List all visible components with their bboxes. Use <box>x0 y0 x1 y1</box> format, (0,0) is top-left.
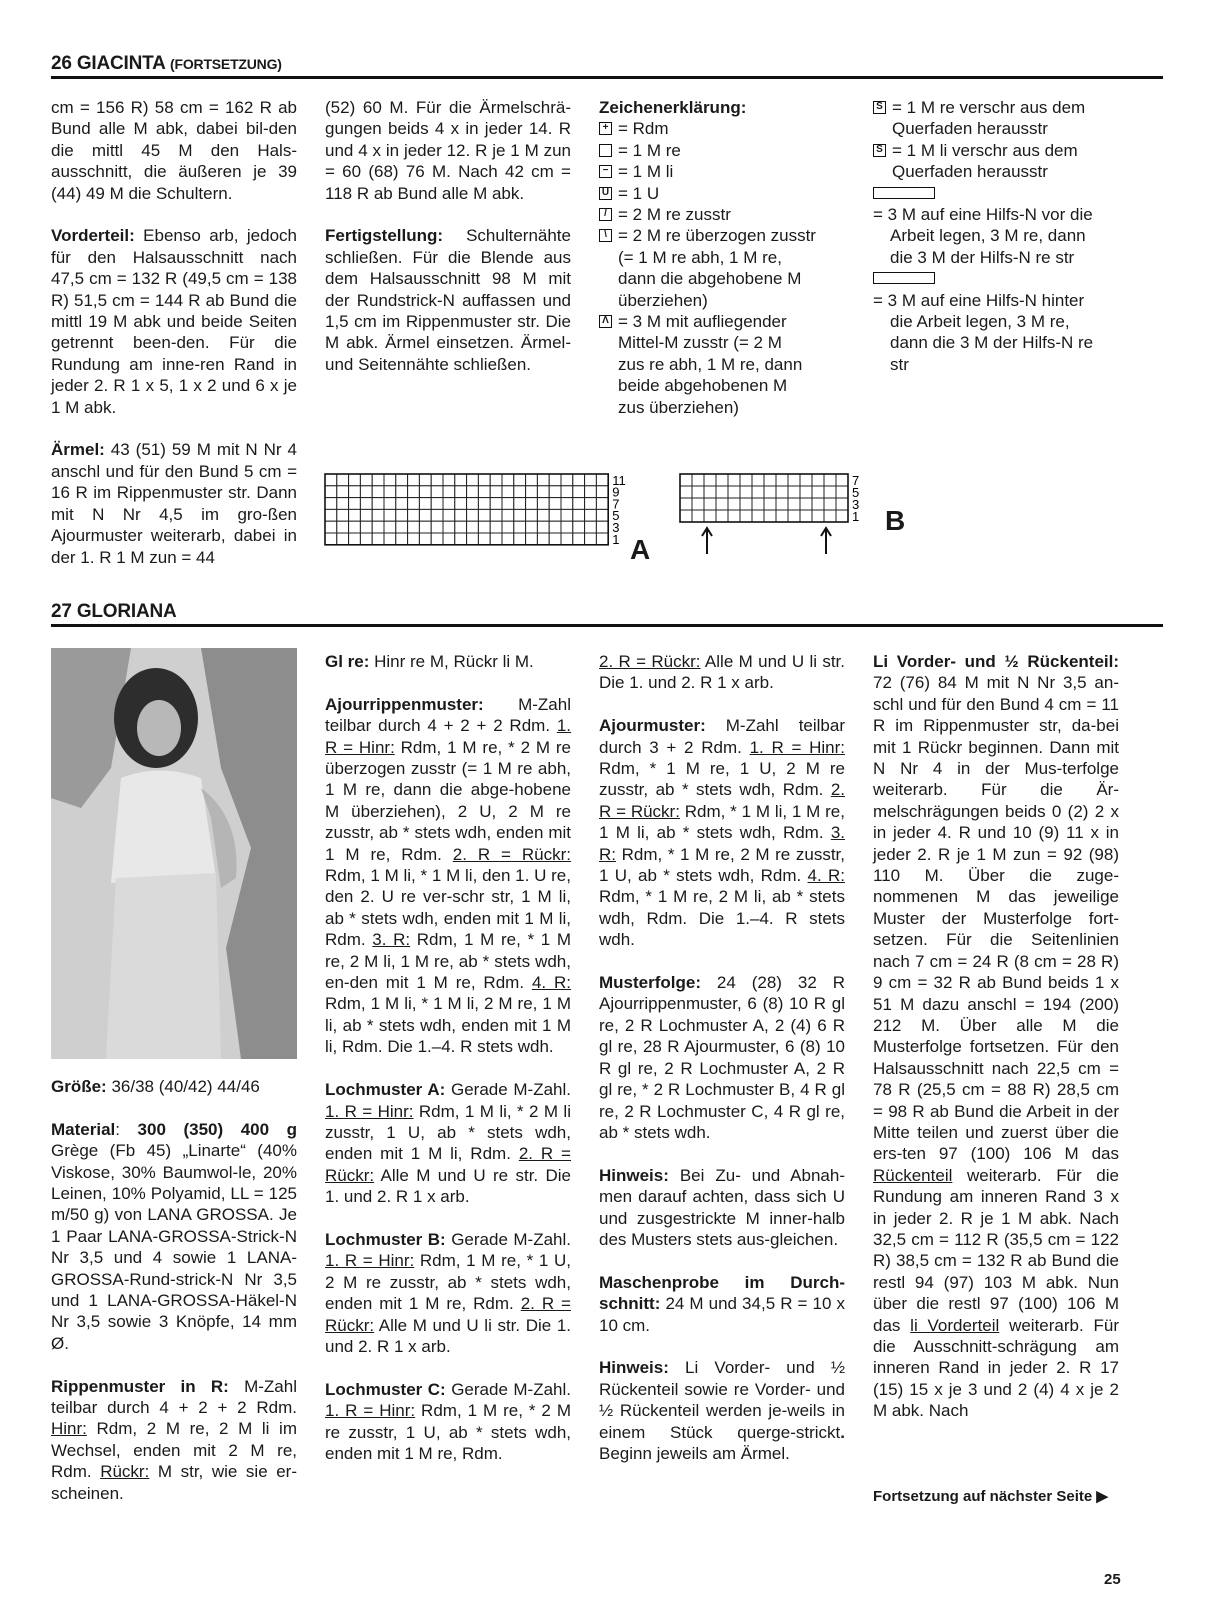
chart-symbol-icon: Λ <box>599 315 612 328</box>
legend-item: − = 1 M li <box>599 161 849 182</box>
chart-cell <box>443 498 455 510</box>
chart-cell <box>384 498 396 510</box>
legend-column-2 <box>873 97 1123 375</box>
legend-item: / = 2 M re zusstr <box>599 204 849 225</box>
chart-cell <box>408 509 420 521</box>
chart-cell <box>692 474 704 486</box>
legend-item: = 1 M re <box>599 140 849 161</box>
chart-cell <box>360 474 372 486</box>
chart-cell <box>596 521 608 533</box>
chart-cell <box>325 533 337 545</box>
section-title-27 <box>51 601 177 623</box>
chart-cell <box>680 498 692 510</box>
chart-cell <box>431 509 443 521</box>
chart-row-label: 9 <box>612 484 620 500</box>
text-column-4 <box>873 651 1119 1443</box>
chart-cell <box>692 498 704 510</box>
chart-cell <box>740 486 752 498</box>
page-number: 25 <box>1104 1571 1121 1588</box>
chart-symbol-icon: + <box>599 122 612 135</box>
chart-cell <box>836 498 848 510</box>
chart-cell <box>455 533 467 545</box>
chart-cell <box>467 533 479 545</box>
chart-cell <box>824 498 836 510</box>
paragraph: Gl re: Hinr re M, Rückr li M. <box>325 652 534 671</box>
chart-cell <box>443 509 455 521</box>
chart-cell <box>549 474 561 486</box>
section-subtitle: (FORTSETZUNG) <box>170 56 282 72</box>
chart-cell <box>836 486 848 498</box>
section-rule <box>51 624 1163 627</box>
chart-cell <box>824 510 836 522</box>
chart-cell <box>526 498 538 510</box>
chart-cell <box>325 474 337 486</box>
chart-cell <box>692 486 704 498</box>
chart-cell <box>502 509 514 521</box>
chart-cell <box>752 498 764 510</box>
chart-cell <box>788 474 800 486</box>
chart-cell <box>764 486 776 498</box>
chart-cell <box>490 521 502 533</box>
chart-cell <box>573 509 585 521</box>
paragraph: Hinweis: Bei Zu- und Abnah-men darauf achten, dass sich U und zusgestrickte M inner-halb des Musters stets aus-gleichen. <box>599 1165 845 1249</box>
chart-cell <box>455 474 467 486</box>
chart-cell <box>490 486 502 498</box>
chart-cell <box>585 509 597 521</box>
chart-symbol-icon <box>599 144 612 157</box>
chart-cell <box>455 498 467 510</box>
paragraph: Fertigstellung: Schulternähte schließen. Für die Blende aus dem Halsausschnitt 98 M mit der Rundstrick-N auffassen und 1,5 cm im Rippenmuster str. Die M abk. Ärmel einsetzen. Ärmel- und Seitennähte schließen. <box>325 226 571 374</box>
chart-cell <box>467 498 479 510</box>
chart-cell <box>514 474 526 486</box>
chart-cell <box>396 533 408 545</box>
text-column-1 <box>51 97 297 589</box>
legend-item: S = 1 M re verschr aus dem Querfaden herausstr <box>873 97 1123 140</box>
chart-symbol-icon: S <box>873 144 886 157</box>
chart-cell <box>561 486 573 498</box>
section-rule <box>51 76 1163 79</box>
legend-item: = 3 M auf eine Hilfs-N hinter die Arbeit legen, 3 M re, dann die 3 M der Hilfs-N re str <box>873 268 1123 375</box>
chart-cell <box>537 521 549 533</box>
chart-row-label: 7 <box>852 473 860 488</box>
chart-cell <box>800 510 812 522</box>
paragraph: 2. R = Rückr: Alle M und U li str. Die 1. und 2. R 1 x arb. <box>599 652 846 693</box>
chart-cell <box>585 486 597 498</box>
chart-cell <box>455 486 467 498</box>
chart-cell <box>431 521 443 533</box>
chart-cell <box>549 521 561 533</box>
chart-cell <box>337 509 349 521</box>
chart-cell <box>764 510 776 522</box>
repeat-arrow-icon <box>702 528 712 554</box>
chart-row-label: 11 <box>612 472 626 488</box>
chart-cell <box>596 474 608 486</box>
chart-cell <box>824 474 836 486</box>
knitting-chart-a <box>323 470 668 570</box>
chart-cell <box>585 474 597 486</box>
chart-cell <box>419 486 431 498</box>
chart-cell <box>408 521 420 533</box>
paragraph: Ajourrippenmuster: M-Zahl teilbar durch 4 + 2 + 2 Rdm. 1. R = Hinr: Rdm, 1 M re, * 2 M re überzogen zusstr (= 1 M re abh, 1 M re, dann die abge-hobene M überziehen), 2 U, 2 M re zusstr, ab * stets wdh, enden mit 1 M re, Rdm. 2. R = Rückr: Rdm, 1 M li, * 1 M li, den 1. U re, den 2. U re ver-schr str, 1 M li, ab * stets wdh, enden mit 1 M li, Rdm. 3. R: Rdm, 1 M re, * 1 M re, 2 M li, 1 M re, ab * stets wdh, en-den mit 1 M re, Rdm. 4. R: Rdm, 1 M li, * 1 M li, 2 M re, 1 M li, ab * stets wdh, enden mit 1 M li, Rdm. Die 1.–4. R stets wdh. <box>325 694 572 1057</box>
chart-cell <box>549 486 561 498</box>
paragraph: cm = 156 R) 58 cm = 162 R ab Bund alle M abk, dabei bil-den die mittl 45 M den Hals-ausschnitt, die äußeren je 39 (44) 49 M die Schultern. <box>51 98 297 203</box>
chart-cell <box>408 486 420 498</box>
chart-cell <box>431 486 443 498</box>
legend-item: S = 1 M li verschr aus dem Querfaden herausstr <box>873 140 1123 183</box>
chart-cell <box>372 498 384 510</box>
chart-cell <box>752 486 764 498</box>
chart-cell <box>337 474 349 486</box>
chart-cell <box>812 510 824 522</box>
chart-cell <box>537 509 549 521</box>
chart-cell <box>776 486 788 498</box>
chart-cell <box>384 521 396 533</box>
chart-cell <box>372 533 384 545</box>
chart-cell <box>776 498 788 510</box>
chart-cell <box>396 486 408 498</box>
chart-cell <box>360 533 372 545</box>
chart-cell <box>478 498 490 510</box>
chart-cell <box>776 510 788 522</box>
chart-cell <box>467 486 479 498</box>
chart-cell <box>455 509 467 521</box>
chart-cell <box>585 498 597 510</box>
chart-cell <box>573 474 585 486</box>
chart-cell <box>692 510 704 522</box>
paragraph: Material: 300 (350) 400 g Grège (Fb 45) „Linarte“ (40% Viskose, 30% Baumwol-le, 20% Leinen, 10% Polyamid, LL = 125 m/50 g) von LANA GROSSA. Je 1 Paar LANA-GROSSA-Strick-N Nr 3,5 und 4 sowie 1 LANA-GROSSA-Rund-strick-N Nr 3,5 und 1 LANA-GROSSA-Häkel-N Nr 3,5 sowie 3 Knöpfe, 14 mm Ø. <box>51 1119 297 1353</box>
chart-cell <box>596 486 608 498</box>
paragraph: Vorderteil: Ebenso arb, jedoch für den Halsausschnitt nach 47,5 cm = 132 R (49,5 cm = 138 R) 51,5 cm = 144 R ab Bund die mittl 19 M abk und beide Seiten getrennt been-den. Für die Rundung am inne-ren Rand in jeder 2. R 1 x 5, 1 x 2 und 6 x je 1 M abk. <box>51 226 297 417</box>
chart-cell <box>573 486 585 498</box>
chart-row-label: 7 <box>612 496 620 512</box>
chart-cell <box>431 498 443 510</box>
chart-cell <box>704 474 716 486</box>
legend-item: + = Rdm <box>599 118 849 139</box>
chart-row-label: 5 <box>612 508 620 524</box>
chart-cell <box>514 509 526 521</box>
chart-cell <box>372 509 384 521</box>
chart-cell <box>704 486 716 498</box>
chart-cell <box>585 521 597 533</box>
chart-cell <box>573 498 585 510</box>
chart-cell <box>396 474 408 486</box>
chart-cell <box>384 486 396 498</box>
chart-cell <box>443 486 455 498</box>
chart-cell <box>325 486 337 498</box>
chart-cell <box>490 509 502 521</box>
chart-cell <box>384 509 396 521</box>
chart-cell <box>349 486 361 498</box>
chart-cell <box>537 498 549 510</box>
text-column-3 <box>599 651 845 1486</box>
chart-cell <box>561 474 573 486</box>
paragraph: Maschenprobe im Durch-schnitt: 24 M und 34,5 R = 10 x 10 cm. <box>599 1272 845 1335</box>
chart-cell <box>788 486 800 498</box>
chart-cell <box>349 533 361 545</box>
chart-cell <box>502 486 514 498</box>
text-column-2 <box>325 97 571 397</box>
chart-cell <box>467 509 479 521</box>
chart-cell <box>349 474 361 486</box>
chart-cell <box>490 498 502 510</box>
chart-cell <box>824 486 836 498</box>
paragraph: Rippenmuster in R: M-Zahl teilbar durch 4 + 2 + 2 Rdm. Hinr: Rdm, 2 M re, 2 M li im Wechsel, enden mit 2 M re, Rdm. Rückr: M str, wie sie er-scheinen. <box>51 1376 297 1503</box>
chart-cell <box>396 521 408 533</box>
chart-cell <box>716 498 728 510</box>
chart-cell <box>478 533 490 545</box>
text-column-2 <box>325 651 571 1486</box>
legend-item: Λ = 3 M mit aufliegender Mittel-M zusstr (= 2 M zus re abh, 1 M re, dann beide abgehobenen M zus überziehen) <box>599 311 849 418</box>
chart-cell <box>360 509 372 521</box>
chart-cell <box>596 533 608 545</box>
chart-cell <box>740 510 752 522</box>
chart-cell <box>408 533 420 545</box>
chart-cell <box>360 521 372 533</box>
chart-cell <box>408 474 420 486</box>
model-photo <box>51 648 297 1059</box>
chart-cell <box>337 521 349 533</box>
chart-cell <box>478 486 490 498</box>
chart-cell <box>764 474 776 486</box>
chart-cell <box>836 510 848 522</box>
chart-cell <box>514 486 526 498</box>
chart-cell <box>812 498 824 510</box>
chart-cell <box>728 498 740 510</box>
chart-cell <box>443 533 455 545</box>
legend-column <box>599 97 849 418</box>
chart-cell <box>776 474 788 486</box>
chart-cell <box>478 509 490 521</box>
paragraph: Ärmel: 43 (51) 59 M mit N Nr 4 anschl und für den Bund 5 cm = 16 R im Rippenmuster str. Dann mit N Nr 4,5 im gro-ßen Ajourmuster weiterarb, dabei in der 1. R 1 M zun = 44 <box>51 440 297 567</box>
chart-cell <box>596 498 608 510</box>
paragraph: Ajourmuster: M-Zahl teilbar durch 3 + 2 Rdm. 1. R = Hinr: Rdm, * 1 M re, 1 U, 2 M re zusstr, ab * stets wdh, Rdm. 2. R = Rückr: Rdm, * 1 M li, 1 M re, 1 M li, ab * stets wdh, Rdm. 3. R: Rdm, * 1 M re, 2 M re zusstr, 1 U, ab * stets wdh, Rdm. 4. R: Rdm, * 1 M re, 2 M li, ab * stets wdh, Rdm. Die 1.–4. R stets wdh. <box>599 716 846 950</box>
chart-cell <box>372 474 384 486</box>
chart-cell <box>740 474 752 486</box>
chart-cell <box>728 474 740 486</box>
section-title-text: 27 GLORIANA <box>51 601 177 622</box>
chart-cell <box>419 498 431 510</box>
chart-cell <box>800 474 812 486</box>
chart-cell <box>467 521 479 533</box>
chart-cell <box>716 486 728 498</box>
chart-cell <box>680 474 692 486</box>
chart-cell <box>502 498 514 510</box>
paragraph: Hinweis: Li Vorder- und ½ Rückenteil sowie re Vorder- und ½ Rückenteil werden je-weils in einem Stück querge-strickt. Beginn jeweils am Ärmel. <box>599 1358 845 1463</box>
chart-cell <box>716 510 728 522</box>
cable-symbol-icon <box>873 272 935 284</box>
chart-cell <box>526 474 538 486</box>
chart-cell <box>716 474 728 486</box>
chart-cell <box>537 474 549 486</box>
chart-cell <box>764 498 776 510</box>
chart-cell <box>549 533 561 545</box>
paragraph: Größe: 36/38 (40/42) 44/46 <box>51 1077 260 1096</box>
chart-cell <box>561 498 573 510</box>
paragraph: Lochmuster A: Gerade M-Zahl. 1. R = Hinr: Rdm, 1 M li, * 2 M li zusstr, 1 U, ab * stets wdh, enden mit 1 M li, Rdm. 2. R = Rückr: Alle M und U re str. Die 1. und 2. R 1 x arb. <box>325 1080 571 1207</box>
chart-cell <box>325 509 337 521</box>
chart-cell <box>360 498 372 510</box>
chart-cell <box>526 486 538 498</box>
chart-cell <box>526 521 538 533</box>
chart-cell <box>419 521 431 533</box>
chart-cell <box>573 521 585 533</box>
chart-cell <box>431 533 443 545</box>
chart-cell <box>704 510 716 522</box>
chart-cell <box>384 533 396 545</box>
chart-cell <box>478 521 490 533</box>
chart-cell <box>514 521 526 533</box>
chart-cell <box>800 486 812 498</box>
chart-cell <box>526 509 538 521</box>
chart-row-label: 3 <box>852 497 860 512</box>
chart-b-label: B <box>885 505 906 536</box>
chart-symbol-icon: \ <box>599 229 612 242</box>
chart-cell <box>349 498 361 510</box>
chart-cell <box>490 474 502 486</box>
chart-cell <box>408 498 420 510</box>
chart-cell <box>502 521 514 533</box>
paragraph: Lochmuster B: Gerade M-Zahl. 1. R = Hinr: Rdm, 1 M re, * 1 U, 2 M re zusstr, ab * stets wdh, enden mit 1 M re, Rdm. 2. R = Rückr: Alle M und U li str. Die 1. und 2. R 1 x arb. <box>325 1229 571 1356</box>
chart-cell <box>349 509 361 521</box>
chart-cell <box>740 498 752 510</box>
chart-cell <box>443 521 455 533</box>
chart-cell <box>502 474 514 486</box>
legend-title: Zeichenerklärung: <box>599 98 747 117</box>
text-column-1 <box>51 1076 297 1525</box>
chart-cell <box>349 521 361 533</box>
chart-cell <box>396 509 408 521</box>
paragraph: (52) 60 M. Für die Ärmelschrä-gungen beids 4 x in jeder 14. R und 4 x in jeder 12. R je 1 M zun = 60 (68) 76 M. Nach 42 cm = 118 R ab Bund alle M abk. <box>325 98 571 203</box>
chart-cell <box>337 533 349 545</box>
chart-a-label: A <box>630 534 651 565</box>
chart-cell <box>337 486 349 498</box>
chart-cell <box>372 521 384 533</box>
chart-cell <box>372 486 384 498</box>
chart-cell <box>728 510 740 522</box>
chart-cell <box>419 474 431 486</box>
chart-cell <box>788 498 800 510</box>
chart-cell <box>360 486 372 498</box>
chart-cell <box>443 474 455 486</box>
cable-symbol-icon <box>873 187 935 199</box>
legend-item: U = 1 U <box>599 183 849 204</box>
chart-cell <box>419 509 431 521</box>
chart-cell <box>514 533 526 545</box>
chart-cell <box>561 533 573 545</box>
chart-cell <box>596 509 608 521</box>
chart-cell <box>537 533 549 545</box>
chart-cell <box>680 486 692 498</box>
chart-cell <box>490 533 502 545</box>
paragraph: Lochmuster C: Gerade M-Zahl. 1. R = Hinr: Rdm, 1 M re, * 2 M re zusstr, 1 U, ab * stets wdh, enden mit 1 M re, Rdm. <box>325 1379 571 1463</box>
chart-cell <box>800 498 812 510</box>
chart-cell <box>431 474 443 486</box>
chart-cell <box>549 498 561 510</box>
legend-item: = 3 M auf eine Hilfs-N vor die Arbeit legen, 3 M re, dann die 3 M der Hilfs-N re str <box>873 183 1123 269</box>
chart-cell <box>325 498 337 510</box>
paragraph: Li Vorder- und ½ Rückenteil: 72 (76) 84 M mit N Nr 3,5 an-schl und für den Bund 4 cm = 11 R im Rippenmuster str, da-bei mit 1 Rückr beginnen. Dann mit N Nr 4 in der Mus-terfolge weiterarb. Für die Är-melschrägungen beids 0 (2) 2 x in jeder 4. R und 10 (9) 11 x in jeder 2. R je 1 M zun = 92 (98) 110 M. Über die zuge-nommenen M das jeweilige Muster der Musterfolge fort-setzen. Für die Seitenlinien nach 7 cm = 24 R (8 cm = 28 R) 9 cm = 32 R ab Bund beids 1 x 51 M dazu anschl = 194 (200) 212 M. Über alle M die Musterfolge fortsetzen. Für den Halsausschnitt nach 22,5 cm = 78 R (25,5 cm = 88 R) 28,5 cm = 98 R ab Bund die Arbeit in der Mitte teilen und zuerst über die ers-ten 97 (100) 106 M das Rückenteil weiterarb. Für die Rundung am inneren Rand 3 x in jeder 2. R je 1 M abk. Nach 32,5 cm = 112 R (35,5 cm = 122 R) 38,5 cm = 132 R ab Bund die restl 94 (97) 103 M abk. Nun über die restl 97 (100) 106 M das li Vorderteil weiterarb. Für die Ausschnitt-schrägung am inneren Rand in jeder 2. R 17 (15) 15 x je 3 und 2 (4) 4 x je 2 M abk. Nach <box>873 652 1119 1421</box>
chart-cell <box>419 533 431 545</box>
chart-cell <box>680 510 692 522</box>
chart-symbol-icon: − <box>599 165 612 178</box>
paragraph: Musterfolge: 24 (28) 32 R Ajourrippenmuster, 6 (8) 10 R gl re, 2 R Lochmuster A, 2 (4) 6 R gl re, 28 R Ajourmuster, 6 (8) 10 R gl re, 2 R Lochmuster A, 2 R gl re, * 2 R Lochmuster B, 4 R gl re, 2 R Lochmuster C, 4 R gl re, ab * stets wdh. <box>599 973 845 1142</box>
section-title-text: 26 GIACINTA <box>51 53 165 74</box>
knitting-chart-b <box>678 470 878 570</box>
chart-cell <box>337 498 349 510</box>
chart-symbol-icon: S <box>873 101 886 114</box>
chart-cell <box>573 533 585 545</box>
chart-cell <box>526 533 538 545</box>
chart-row-label: 1 <box>852 509 860 524</box>
chart-cell <box>752 510 764 522</box>
repeat-arrow-icon <box>821 528 831 554</box>
chart-row-label: 1 <box>612 531 620 547</box>
legend-item: \ = 2 M re überzogen zusstr (= 1 M re abh, 1 M re, dann die abgehobene M überziehen) <box>599 225 849 311</box>
chart-cell <box>704 498 716 510</box>
chart-cell <box>836 474 848 486</box>
chart-cell <box>537 486 549 498</box>
chart-cell <box>502 533 514 545</box>
chart-cell <box>549 509 561 521</box>
chart-cell <box>728 486 740 498</box>
continue-note: Fortsetzung auf nächster Seite ▶ <box>873 1488 1108 1505</box>
chart-cell <box>384 474 396 486</box>
section-title-26 <box>51 53 282 75</box>
chart-cell <box>467 474 479 486</box>
chart-cell <box>561 509 573 521</box>
chart-row-label: 5 <box>852 485 860 500</box>
chart-cell <box>585 533 597 545</box>
chart-cell <box>561 521 573 533</box>
chart-cell <box>752 474 764 486</box>
chart-symbol-icon: U <box>599 187 612 200</box>
chart-row-label: 3 <box>612 520 620 535</box>
chart-cell <box>478 474 490 486</box>
chart-cell <box>812 486 824 498</box>
chart-cell <box>325 521 337 533</box>
chart-cell <box>788 510 800 522</box>
chart-cell <box>812 474 824 486</box>
chart-cell <box>396 498 408 510</box>
chart-cell <box>455 521 467 533</box>
chart-cell <box>514 498 526 510</box>
chart-symbol-icon: / <box>599 208 612 221</box>
